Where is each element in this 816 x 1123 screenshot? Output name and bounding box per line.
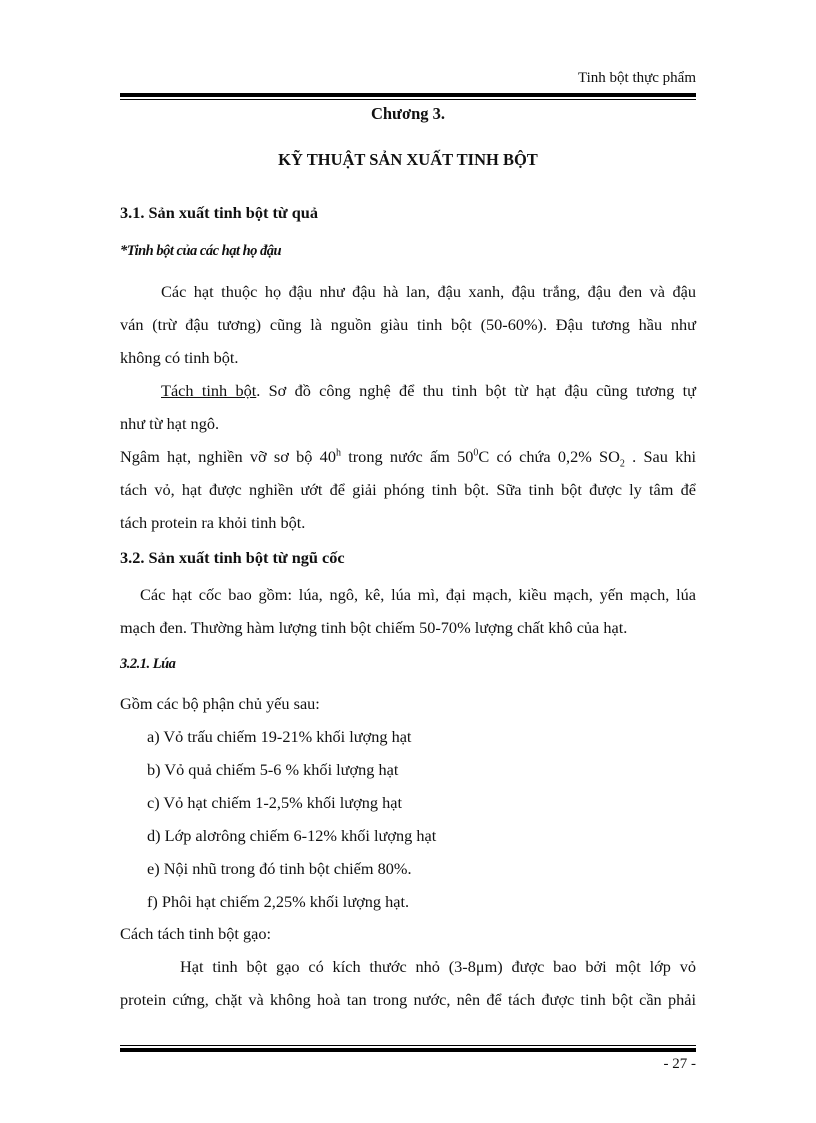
list-item: b) Vỏ quả chiếm 5-6 % khối lượng hạt [147,760,399,779]
section-heading-3-2-1: 3.2.1. Lúa [120,656,176,672]
paragraph-line: không có tinh bột. [120,348,239,367]
paragraph-line: Ngâm hạt, nghiền vỡ sơ bộ 40$^h$ trong nước ấm $50^0C$ có chứa 0,2% $SO_2$ . Sau khi [120,447,696,470]
list-item: d) Lớp alơrông chiếm 6-12% khối lượng hạt [147,826,437,845]
paragraph-line: tách vỏ, hạt được nghiền ướt để giải phóng tinh bột. Sữa tinh bột được ly tâm để [120,480,696,499]
paragraph-line: ván (trừ đậu tương) cũng là nguồn giàu tinh bột (50-60%). Đậu tương hầu như [120,315,696,334]
page-number: - 27 - [663,1056,696,1072]
subheading-legumes: *Tinh bột của các hạt họ đậu [120,243,282,259]
chapter-label: Chương 3. [370,104,446,123]
list-item: a) Vỏ trấu chiếm 19-21% khối lượng hạt [147,727,412,746]
paragraph-line: mạch đen. Thường hàm lượng tinh bột chiếm 50-70% lượng chất khô của hạt. [120,618,628,637]
paragraph-line: Các hạt cốc bao gồm: lúa, ngô, kê, lúa mì, đại mạch, kiều mạch, yến mạch, lúa [140,585,696,604]
running-header: Tinh bột thực phẩm [577,70,696,86]
footer-rule [120,1045,696,1052]
paragraph-line: Tách tinh bột. Sơ đồ công nghệ để thu tinh bột từ hạt đậu cũng tương tự [161,381,696,400]
header-rule [120,93,696,100]
list-intro: Gồm các bộ phận chủ yếu sau: [120,694,320,713]
paragraph-line: như từ hạt ngô. [120,414,220,433]
method-label: Cách tách tinh bột gạo: [120,924,272,943]
paragraph-line: Hạt tinh bột gạo có kích thước nhỏ (3-8μm) được bao bởi một lớp vỏ [180,957,696,976]
paragraph-line: protein cứng, chặt và không hoà tan trong nước, nên để tách được tinh bột cần phải [120,990,696,1009]
underlined-term: Tách tinh bột [161,381,257,400]
section-heading-3-2: 3.2. Sản xuất tinh bột từ ngũ cốc [120,548,345,567]
paragraph-line: Các hạt thuộc họ đậu như đậu hà lan, đậu xanh, đậu trắng, đậu đen và đậu [161,282,696,301]
section-heading-3-1: 3.1. Sản xuất tinh bột từ quả [120,203,318,222]
list-item: e) Nội nhũ trong đó tinh bột chiếm 80%. [147,859,412,878]
paragraph-line: tách protein ra khỏi tinh bột. [120,513,306,532]
chapter-title: KỸ THUẬT SẢN XUẤT TINH BỘT [278,150,538,169]
list-item: f) Phôi hạt chiếm 2,25% khối lượng hạt. [147,892,410,911]
list-item: c) Vỏ hạt chiếm 1-2,5% khối lượng hạt [147,793,402,812]
